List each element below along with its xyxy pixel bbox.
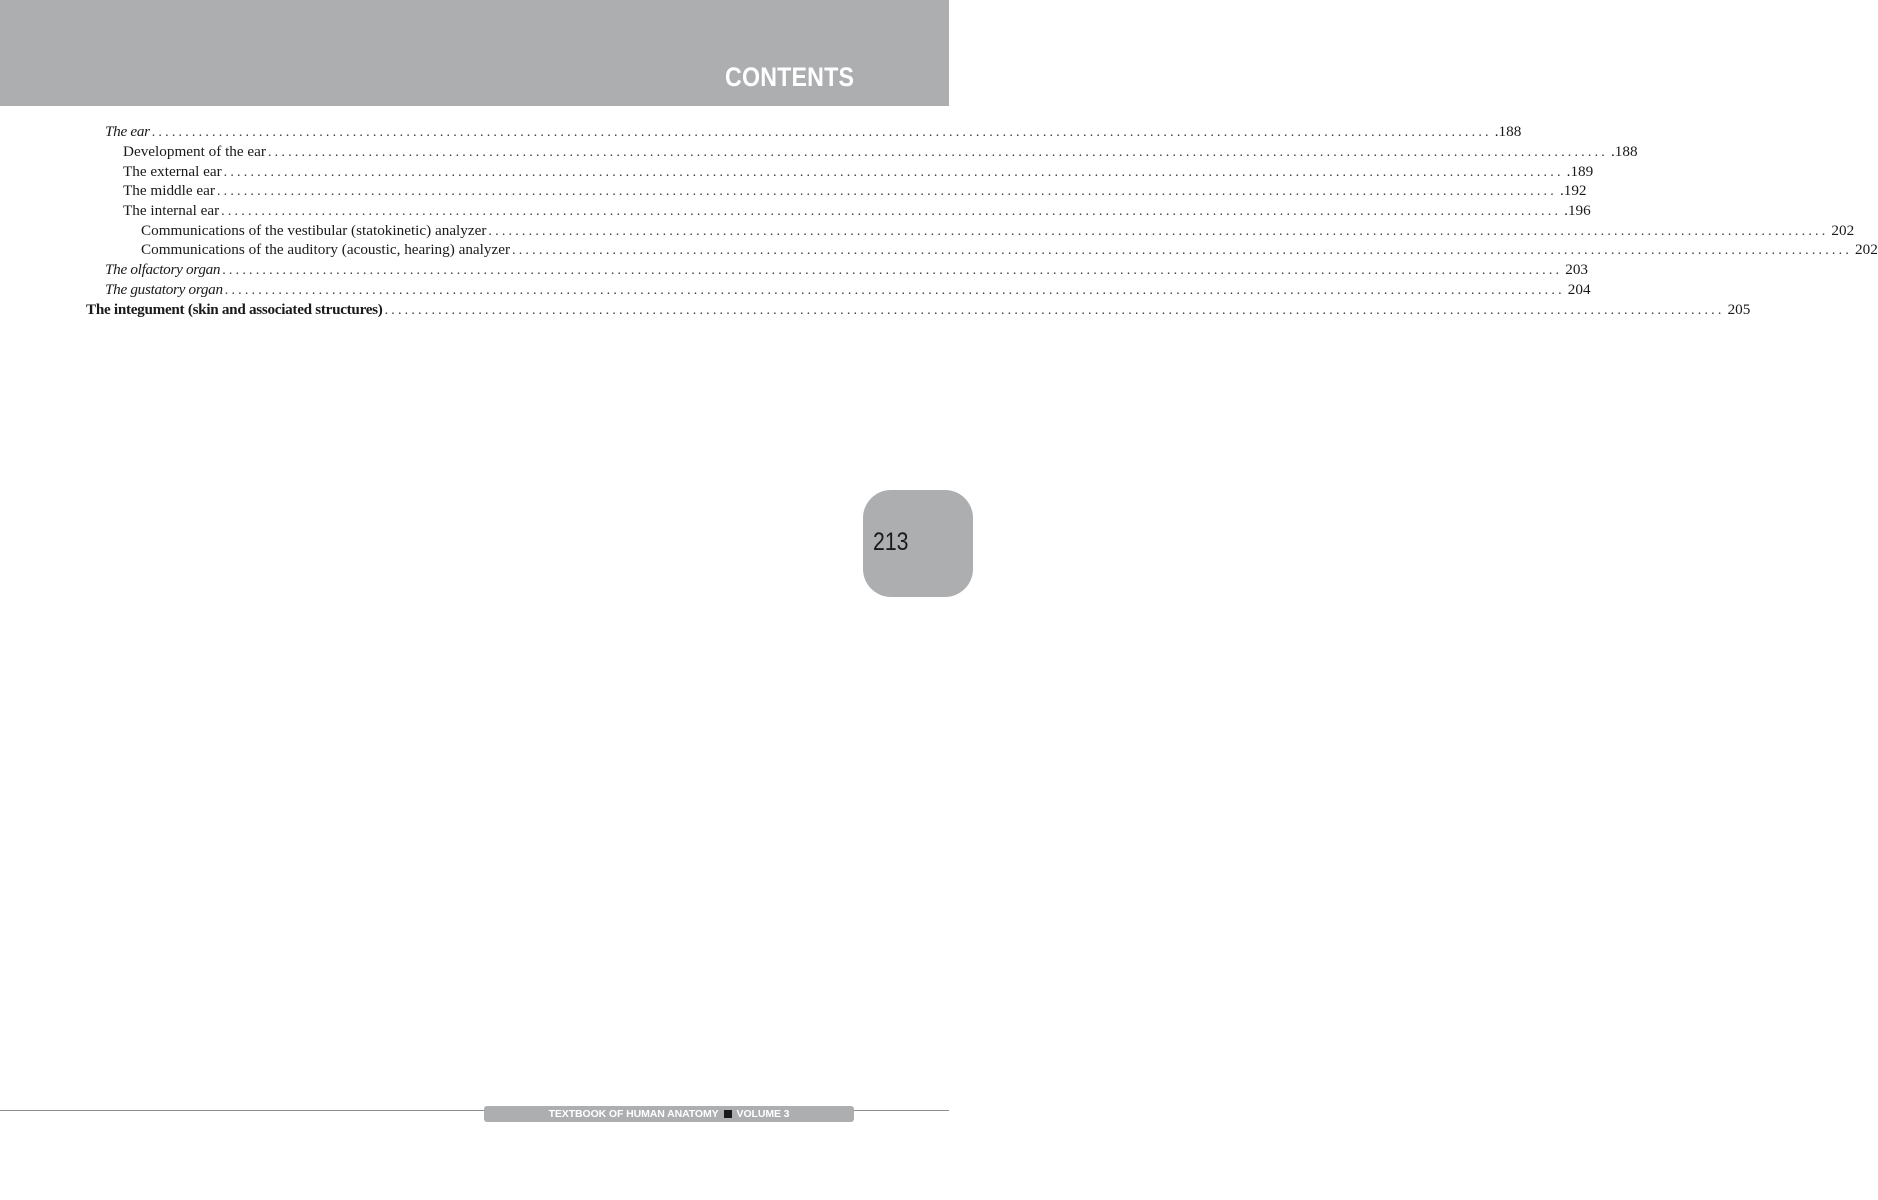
footer-banner [484,1106,854,1122]
toc-entry-olfactory-organ[interactable] [105,260,1589,280]
toc-entry-title: The internal ear [123,202,220,219]
dot-leader: ........................................................................................................................................................................................................ [224,283,1565,298]
toc-entry-title: The integument (skin and associated structures) [86,301,383,318]
dot-leader: ........................................................................................................................................................................................................ [216,184,1557,199]
toc-entry-integument[interactable] [86,300,1751,320]
dot-leader: ........................................................................................................................................................................................................ [512,243,1853,258]
dot-leader: ........................................................................................................................................................................................................ [488,224,1829,239]
toc-entry-development-of-the-ear[interactable] [123,142,1638,162]
toc-entry-page: 205 [1727,301,1751,318]
toc-entry-title: Development of the ear [123,143,266,160]
toc-entry-middle-ear[interactable] [123,181,1587,201]
toc-entry-title: Communications of the vestibular (statokinetic) analyzer [141,222,487,239]
dot-leader: ........................................................................................................................................................................................................ [222,263,1563,278]
dot-leader: ........................................................................................................................................................................................................ [221,204,1562,219]
toc-entry-page: 204 [1567,281,1591,298]
toc-entry-title: The external ear [123,163,222,180]
footer-volume: VOLUME 3 [736,1108,790,1120]
toc-entry-title: The ear [105,123,150,140]
toc-entry-page: .188 [1494,123,1522,140]
toc-entry-title: The gustatory organ [105,281,223,298]
toc-entry-page: 203 [1565,261,1589,278]
toc-entry-external-ear[interactable] [123,162,1594,182]
toc-entry-page: .189 [1566,163,1594,180]
toc-entry-the-ear[interactable] [105,122,1522,142]
toc-entry-vestibular-analyzer[interactable] [141,221,1855,241]
toc-entry-title: The olfactory organ [105,261,221,278]
dot-leader: ........................................................................................................................................................................................................ [267,145,1608,160]
toc-entry-title: The middle ear [123,182,215,199]
page-title: CONTENTS [724,62,854,92]
page-number: 213 [873,528,909,556]
toc-entry-page: .188 [1610,143,1638,160]
toc-entry-page: 202 [1855,241,1878,258]
footer-book-title: TEXTBOOK OF HUMAN ANATOMY [548,1108,719,1120]
toc-entry-auditory-analyzer[interactable] [141,240,1878,260]
toc-entry-internal-ear[interactable] [123,201,1591,221]
toc-entry-page: .192 [1559,182,1587,199]
toc-entry-gustatory-organ[interactable] [105,280,1591,300]
toc-entry-page: .196 [1564,202,1591,219]
toc-entry-page: 202 [1831,222,1855,239]
toc-entry-title: Communications of the auditory (acoustic, hearing) analyzer [141,241,511,258]
dot-leader: ........................................................................................................................................................................................................ [151,125,1492,140]
dot-leader: ........................................................................................................................................................................................................ [384,303,1725,318]
dot-leader: ........................................................................................................................................................................................................ [223,165,1564,180]
square-bullet-icon [724,1110,732,1118]
